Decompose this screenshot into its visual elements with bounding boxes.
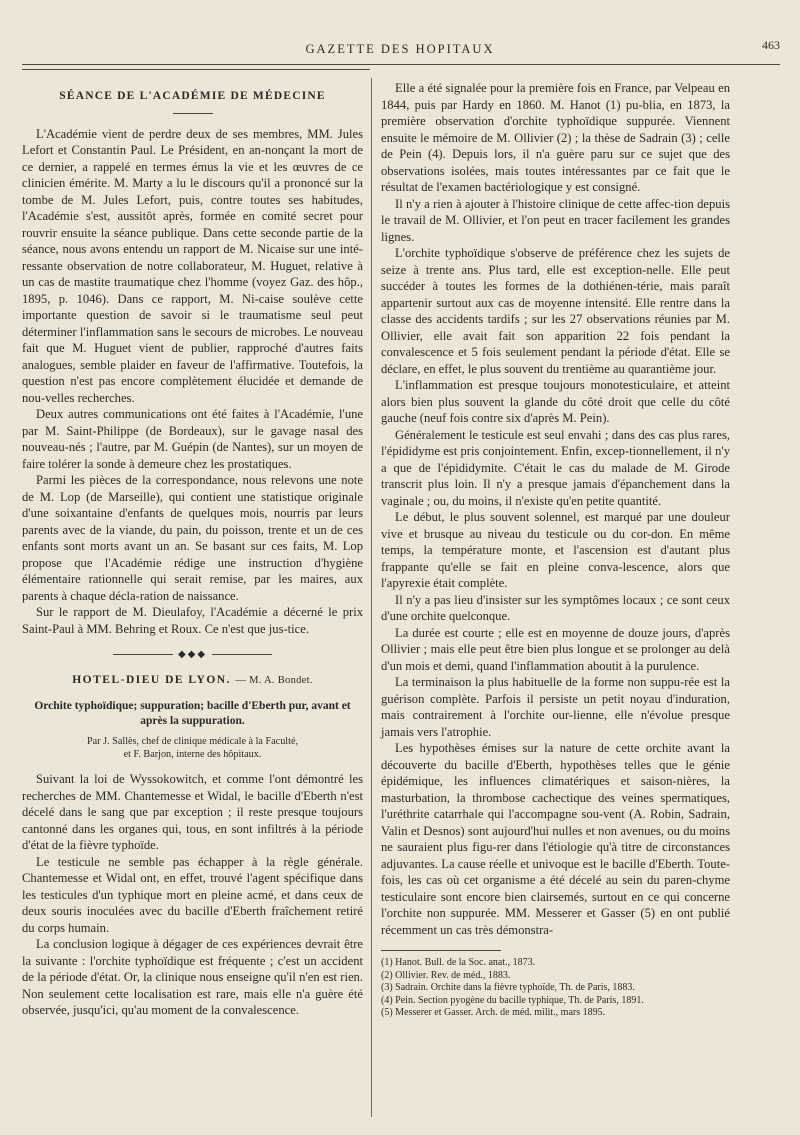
paragraph: La durée est courte ; elle est en moyenne de douze jours, d'après Ollivier ; mais elle peut être bien plus longue et se prolonger au delà d'un mois et demi, quand l'inflammation aboutit à la purulence.: [381, 625, 730, 673]
paragraph: Les hypothèses émises sur la nature de cette orchite avant la découverte du bacille d'Eberth, hypothèses telles que le génie épidémique, les influences climatériques et saison-nières, la masturbation, la thrombose cachectique des veines spermatiques, l'uréthrite catarrhale qui l'accompagne sou-vent (A. Robin, Sadrain, Valin et Desnos) sont aujourd'hui nulles et non avenues, ou du moins ne sauraient plus figu-rer dans l'étiologie qu'à titre de circonstances adjuvantes. La cause réelle et univoque est le bacille d'Eberth. Toute-fois, les cas où cet organisme a été décelé au sein du paren-chyme testiculaire sont encore bien clairsemés, surtout en ce qui concerne l'orchite non suppurée. MM. Messerer et Gasser (5) en ont publié récemment un cas très démonstra-: [381, 741, 730, 937]
paragraph: La conclusion logique à dégager de ces expériences devrait être la suivante : l'orchite typhoïdique est fréquente ; c'est un accident de la période d'état. Or, la clinique nous enseigne qu'il n'en est rien. Non seulement cette localisation est rare, mais elle n'a guère été observée, jusqu'ici, qu'au moment de la convalescence.: [22, 937, 363, 1017]
byline-line-2: et F. Barjon, interne des hôpitaux.: [123, 749, 262, 760]
hospital-name: HOTEL-DIEU DE LYON.: [72, 673, 231, 686]
footnote: (2) Ollivier. Rev. de méd., 1883.: [381, 969, 511, 981]
header-rule: [22, 64, 780, 65]
paragraph: L'Académie vient de perdre deux de ses membres, MM. Jules Lefort et Constantin Paul. Le Président, en an-nonçant la mort de ce dernier, a rappelé en termes émus la vie et les œuvres de ce clinicien émérite. M. Marty a lu le discours qu'il a prononcé sur la tombe de M. Jules Lefort, puis, contre toutes ses habitudes, l'Académie s'est, aussitôt après, formée en comité secret pour rouvrir ensuite la séance publique. Dans cette seconde partie de la séance, nous avons entendu un rapport de M. Nicaise sur une inté-ressante observation de notre collaborateur, M. Huguet, relative à un cas de mastite traumatique chez l'homme (voyez Gaz. des hôp., 1895, p. 1046). Dans ce rapport, M. Ni-caise soulève cette importante question de savoir si le traumatisme seul peut déterminer l'inflammation sans le secours de microbes. Le nouveau fait que M. Huguet vient de publier, rapproché d'autres faits analogues, semble plaider en faveur de l'affirmative. Toutefois, la question n'est pas encore complètement élucidée et demande de nou-velles recherches.: [22, 126, 363, 405]
footnote-rule: [381, 950, 501, 951]
hospital-author: — M. A. Bondet.: [235, 674, 313, 686]
header-rule-thick: [22, 69, 370, 70]
paragraph: Elle a été signalée pour la première fois en France, par Velpeau en 1844, puis par Hardy en 1860. M. Hanot (1) pu-blia, en 1873, la première observation d'orchite typhoïdique suppurée. Viennent ensuite le mémoire de M. Ollivier (2) ; la thèse de Sadrain (3) ; celle de Pein (4). Depuis lors, il n'a guère paru sur ce sujet que des observations isolées, mais toutes intéressantes par ce fait que le résultat de l'examen bactériologique y est consigné.: [381, 81, 730, 194]
left-column: [22, 80, 363, 1117]
page-number: 463: [762, 38, 780, 52]
footnote: (5) Messerer et Gasser. Arch. de méd. milit., mars 1895.: [381, 1007, 606, 1018]
article-title: Orchite typhoïdique; suppuration; bacille d'Eberth pur, avant et après la suppuration.: [34, 700, 351, 727]
paragraph: Le début, le plus souvent solennel, est marqué par une douleur vive et brusque au niveau du testicule ou du cor-don. En même temps, la température monte, et l'ascension est d'autant plus frappante qu'elle se fait en pleine conva-lescence, alors que l'apyrexie était complète.: [381, 510, 730, 590]
paragraph: Suivant la loi de Wyssokowitch, et comme l'ont démontré les recherches de MM. Chantemesse et Widal, le bacille d'Eberth n'est décelé dans le sang que par exception ; il reste presque toujours cantonné dans les organes qui, tous, en sont infiltrés à la période d'état de la fièvre typhoïde.: [22, 772, 363, 852]
column-divider: [371, 78, 372, 1117]
paragraph: Il n'y a rien à ajouter à l'histoire clinique de cette affec-tion depuis le travail de M. Ollivier, et l'on peut en tracer facilement les grandes lignes.: [381, 196, 730, 244]
paragraph: Le testicule ne semble pas échapper à la règle générale. Chantemesse et Widal ont, en effet, trouvé l'agent spécifique dans les testicules d'un typhique mort en pleine acmé, et dans ceux de deux souris inoculées avec du bacille d'Eberth fraîchement retiré du corps humain.: [22, 854, 363, 935]
section-title: SÉANCE DE L'ACADÉMIE DE MÉDECINE: [59, 90, 326, 102]
footnotes: [381, 957, 730, 1020]
footnote: (3) Sadrain. Orchite dans la fièvre typhoïde, Th. de Paris, 1883.: [381, 982, 635, 993]
paragraph: Deux autres communications ont été faites à l'Académie, l'une par M. Saint-Philippe (de Bordeaux), sur le gavage nasal des nouveau-nés ; l'autre, par M. Guépin (de Nantes), sur un moyen de faire tolérer la sonde à demeure chez les prostatiques.: [22, 407, 363, 471]
section-rule: [173, 113, 213, 114]
running-title: GAZETTE DES HOPITAUX: [305, 42, 495, 56]
paragraph: Il n'y a pas lieu d'insister sur les symptômes locaux ; ce sont ceux d'une orchite quelconque.: [381, 592, 730, 623]
hospital-heading: [22, 672, 363, 690]
byline: [22, 735, 363, 761]
paragraph: Sur le rapport de M. Dieulafoy, l'Académie a décerné le prix Saint-Paul à MM. Behring et Roux. Ce n'est que jus-tice.: [22, 605, 363, 636]
paragraph: Généralement le testicule est seul envahi ; dans des cas plus rares, l'épididyme est pris conjointement. Enfin, excep-tionnellement, il n'y a que de l'épididymite. C'était le cas du malade de M. Girode transcrit plus loin. Il n'y a presque jamais d'épanchement dans la vaginale ; ou, du moins, il n'existe qu'en petite quantité.: [381, 427, 730, 508]
ornament-divider: ◆◆◆: [22, 647, 363, 664]
paragraph: La terminaison la plus habituelle de la forme non suppu-rée est la guérison complète. Parfois il persiste un petit noyau d'induration, mais contrairement à l'orchite our-lienne, elle n'évolue presque jamais vers l'atrophie.: [381, 675, 730, 739]
paragraph: L'inflammation est presque toujours monotesticulaire, et atteint alors bien plus souvent la glande du côté droit que celle du côté gauche (neuf fois contre six d'après M. Pein).: [381, 378, 730, 425]
footnote: (1) Hanot. Bull. de la Soc. anat., 1873.: [381, 957, 536, 968]
byline-line-1: Par J. Sallès, chef de clinique médicale à la Faculté,: [86, 736, 299, 747]
footnote: (4) Pein. Section pyogène du bacille typhique, Th. de Paris, 1891.: [381, 994, 644, 1006]
paragraph: L'orchite typhoïdique s'observe de préférence chez les sujets de seize à trente ans. Plus tard, elle est exception-nelle. Elle peut succéder à toutes les formes de la dothiénen-térie, mais paraît appartenir surtout aux cas de moyenne intensité. Elle rentre dans la classe des accidents tardifs ; sur les 27 observations réunies par M. Ollivier, elle avait fait son apparition 22 fois pendant la convalescence et 5 fois seulement pendant la période d'état. Elle se déclare, en effet, le plus souvent du trentième au quarantième jour.: [381, 246, 730, 376]
right-column: [381, 80, 730, 1117]
paragraph: Parmi les pièces de la correspondance, nous relevons une note de M. Lop (de Marseille), qui contient une statistique originale d'une soixantaine d'enfants de quelques mois, nourris par leurs parents avec de la viande, du pain, du poisson, trente et un de ces enfants sont morts avant un an. Se basant sur ces faits, M. Lop propose que l'Académie rédige une instruction d'hygiène élémentaire rationnelle qui serait remise, par les maires, aux parents à chaque décla-ration de naissance.: [22, 473, 363, 603]
